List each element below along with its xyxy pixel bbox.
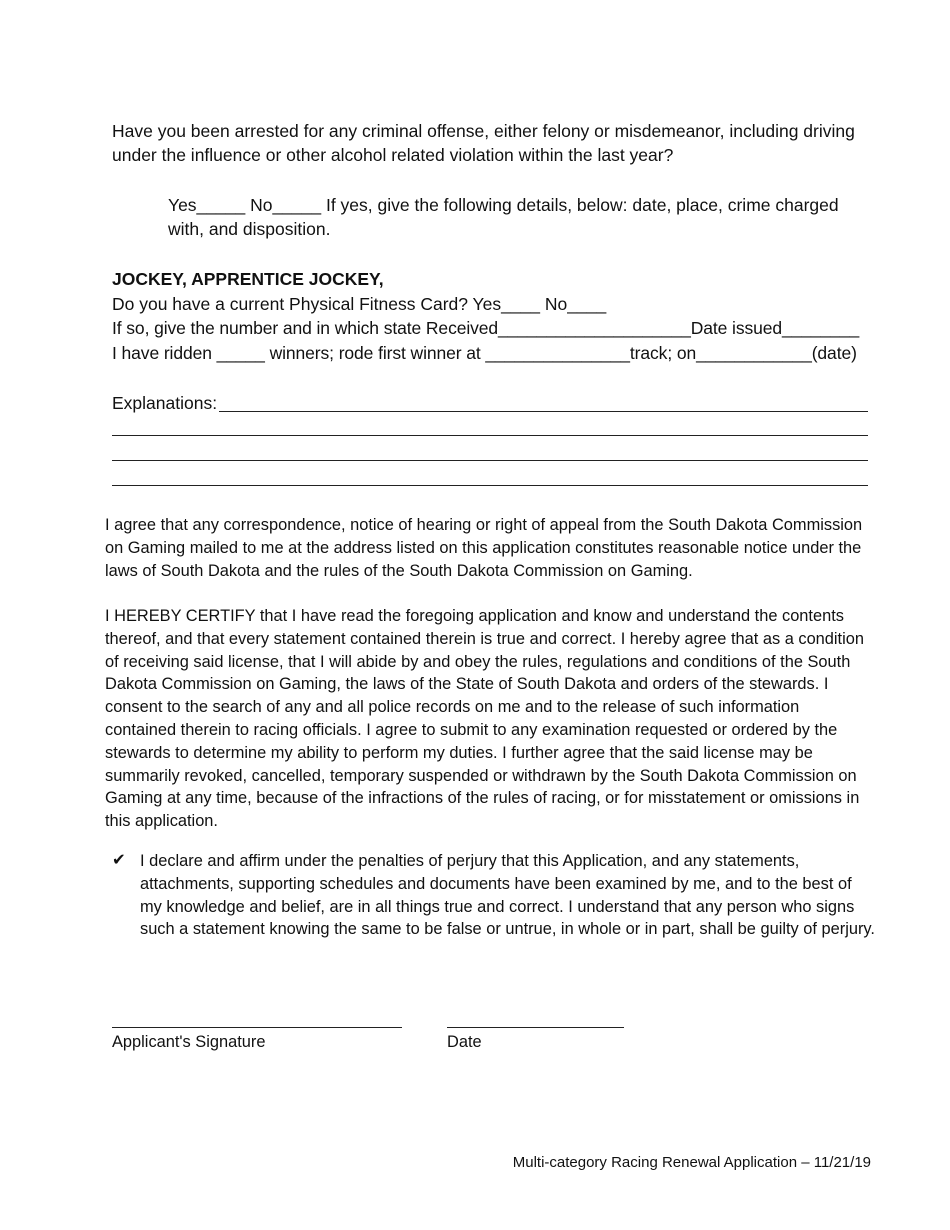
date-label: Date	[447, 1033, 482, 1051]
date-line	[447, 1027, 624, 1028]
jockey-heading: JOCKEY, APPRENTICE JOCKEY,	[112, 269, 384, 289]
explanations-label: Explanations:	[112, 393, 218, 413]
checkmark-icon: ✔	[112, 851, 126, 869]
notice-paragraph: I agree that any correspondence, notice of hearing or right of appeal from the South Dakota Commission on Gaming mailed to me at the address listed on this application constitutes reasonable notice under the laws of South Dakota and the rules of the South Dakota Commission on Gaming.	[105, 516, 863, 580]
explanations-line-2	[112, 435, 868, 436]
explanations-line-4	[112, 485, 868, 486]
declaration-paragraph: I declare and affirm under the penalties of perjury that this Application, and any statements, attachments, supporting schedules and documents have been examined by me, and to the best of my knowledge and belief, are in all things true and correct. I understand that any person who signs such a statement knowing the same to be false or untrue, in whole or in part, shall be guilty of perjury.	[140, 852, 875, 939]
applicant-signature-label: Applicant's Signature	[112, 1033, 266, 1051]
explanations-line-1	[219, 411, 868, 412]
signature-line	[112, 1027, 402, 1028]
arrest-answer-line: Yes_____ No_____ If yes, give the following details, below: date, place, crime charged with, and disposition.	[168, 195, 839, 239]
footer-text: Multi-category Racing Renewal Application – 11/21/19	[512, 1154, 871, 1171]
winners-line: I have ridden _____ winners; rode first winner at _______________track; on____________(date)	[112, 343, 857, 363]
explanations-line-3	[112, 460, 868, 461]
arrest-question: Have you been arrested for any criminal offense, either felony or misdemeanor, including driving under the influence or other alcohol related violation within the last year?	[112, 121, 855, 165]
certify-paragraph: I HEREBY CERTIFY that I have read the foregoing application and know and understand the contents thereof, and that every statement contained therein is true and correct. I hereby agree that as a condition of receiving said license, that I will abide by and obey the rules, regulations and conditions of the South Dakota Commission on Gaming, the laws of the State of South Dakota and orders of the stewards. I consent to the search of any and all police records on me and to the release of such information contained therein to racing officials. I agree to submit to any examination requested or ordered by the stewards to determine my ability to perform my duties. I further agree that the said license may be summarily revoked, cancelled, temporary suspended or withdrawn by the South Dakota Commission on Gaming at any time, because of the infractions of the rules of racing, or for misstatement or omissions in this application.	[105, 607, 864, 831]
fitness-card-number-line: If so, give the number and in which state Received____________________Date issued________	[112, 318, 860, 338]
fitness-card-question: Do you have a current Physical Fitness Card? Yes____ No____	[112, 294, 607, 314]
